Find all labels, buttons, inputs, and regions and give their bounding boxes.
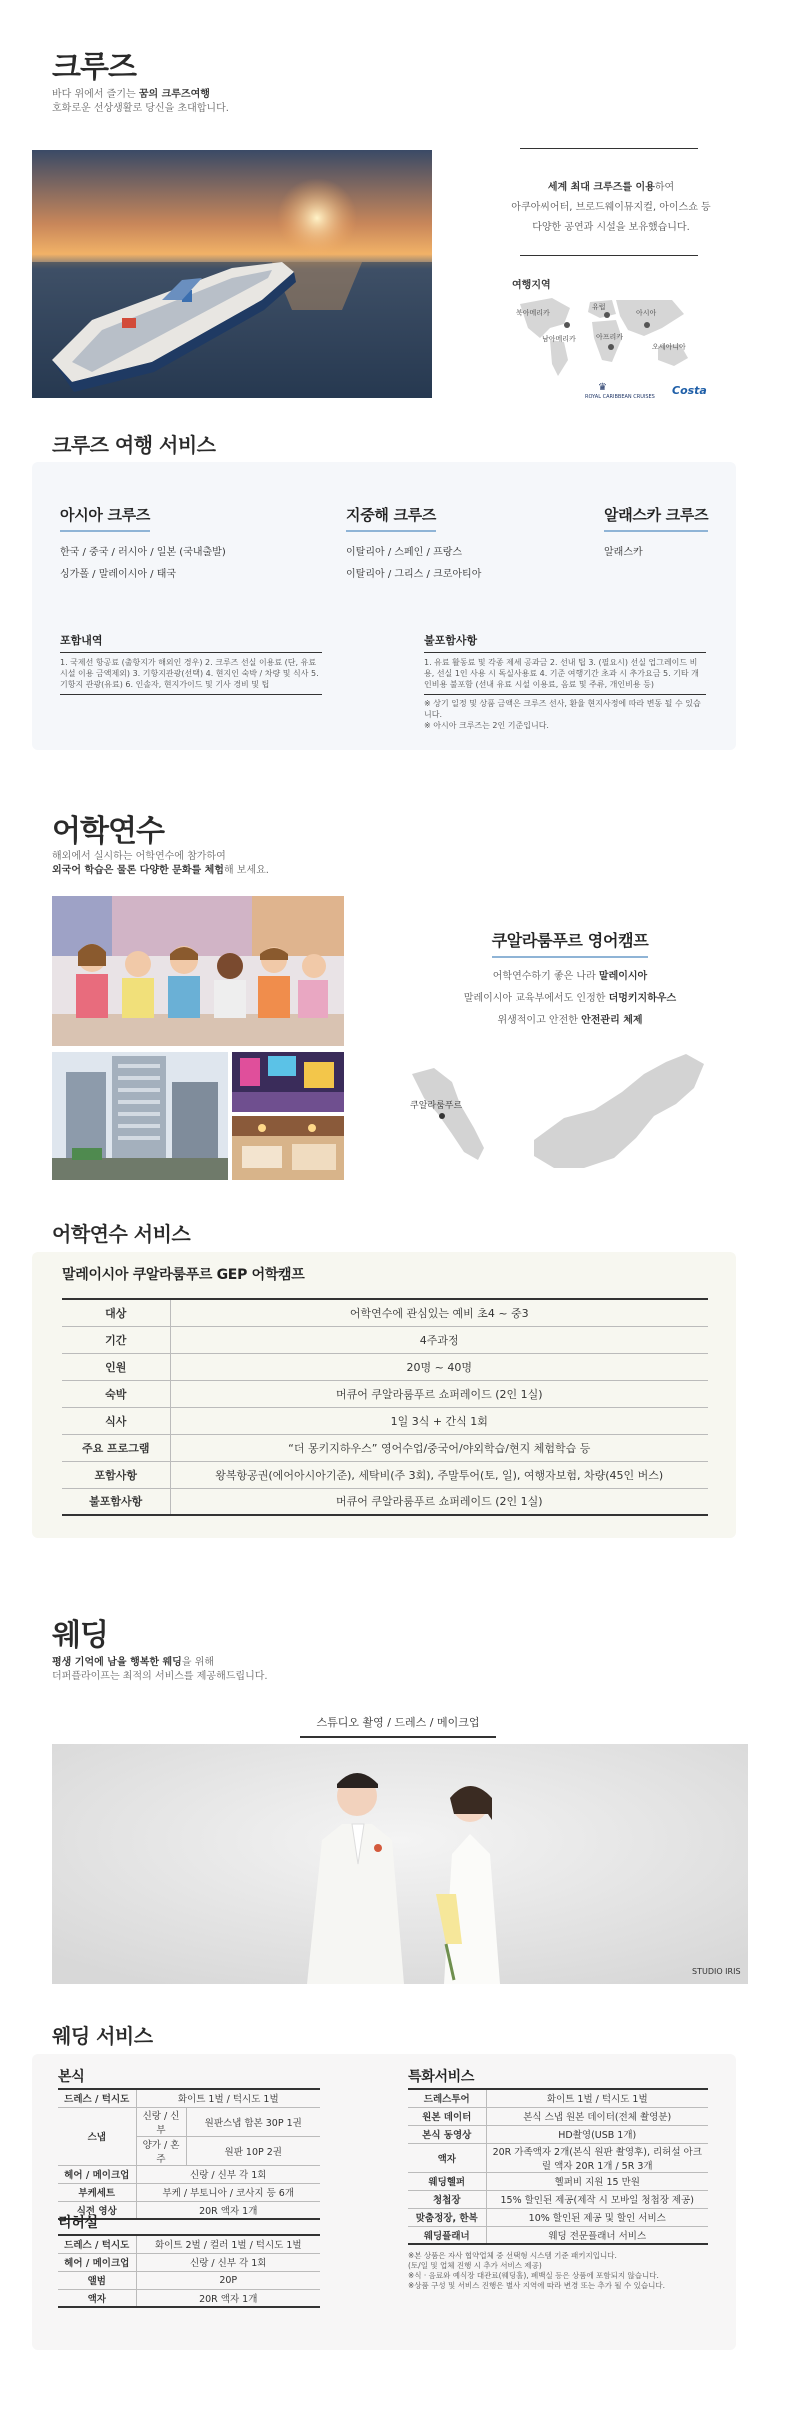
mediterranean-cruise-line: 이탈리아 / 그리스 / 크로아티아 xyxy=(346,569,482,580)
table-row xyxy=(62,1461,708,1488)
excluded-text: 1. 유료 활동료 및 각종 제세 공과금 2. 선내 팁 3. (필요시) 선실 업그레이드 비용, 선실 1인 사용 시 독실사용료 4. 기준 여행기간 초과 시 추가요금 5. 기타 개인비용 불포함 (선내 유료 시설 이용료, 음료 및 주류, 개인비용 등) xyxy=(424,657,706,695)
wedding-notes: ※본 상품은 자사 협약업체 중 선택형 시스템 기준 패키지입니다. (토/일 및 업체 진행 시 추가 서비스 제공) ※식 · 음료와 예식장 대관료(웨딩홀), 폐백실 등은 상품에 포함되지 않습니다. ※상품 구성 및 서비스 진행은 별사 지역에 따라 변경 또는 추가 될 수 있습니다. xyxy=(408,2251,666,2290)
table-cell-label: 대상 xyxy=(62,1299,170,1326)
table-cell-value: 4주과정 xyxy=(170,1326,708,1353)
included-box xyxy=(60,632,322,695)
malaysia-map xyxy=(404,1044,724,1184)
royal-caribbean-logo-text: ROYAL CARIBBEAN CRUISES xyxy=(585,394,655,400)
mediterranean-cruise-title: 지중해 크루즈 xyxy=(346,504,436,532)
table-cell-value: 1일 3식 + 간식 1회 xyxy=(170,1407,708,1434)
table-row: 헤어 / 메이크업 신랑 / 신부 각 1회 xyxy=(58,2165,320,2183)
world-map xyxy=(512,294,697,379)
kids-photo xyxy=(52,896,344,1046)
building-photo xyxy=(52,1052,228,1180)
special-service-table xyxy=(408,2088,708,2291)
special-service-title: 특화서비스 xyxy=(408,2069,475,2085)
table-cell-value: 10% 할인된 제공 및 할인 서비스 xyxy=(486,2208,708,2226)
alaska-cruise-line: 알래스카 xyxy=(604,547,643,558)
alaska-cruise-title: 알래스카 크루즈 xyxy=(604,504,708,532)
table-cell-label: 불포함사항 xyxy=(62,1488,170,1515)
cruise-ship-photo xyxy=(32,150,432,398)
table-row xyxy=(408,2089,708,2107)
asia-cruise-column xyxy=(60,504,226,586)
table-cell-label: 맞춤정장, 한복 xyxy=(408,2208,486,2226)
table-row: 앨범 20P xyxy=(58,2271,320,2289)
wedding-service-title: 웨딩 서비스 xyxy=(52,2024,153,2048)
map-dot xyxy=(604,312,610,318)
map-dot xyxy=(644,322,650,328)
alaska-cruise-column xyxy=(604,504,708,564)
table-row: 양가 / 혼주 원판 10P 2권 xyxy=(58,2136,320,2165)
included-text: 1. 국제선 항공료 (출항지가 해외인 경우) 2. 크루즈 선실 이용료 (단, 유료시설 이용 금액제외) 3. 기항지관광(선택) 4. 현지인 숙박 / 차량 및 식사 5. 기항지 관광(유료) 6. 인솔자, 현지가이드 및 기사 경비 및 팁 xyxy=(60,657,322,695)
wedding-tabs-label: 스튜디오 촬영 / 드레스 / 메이크업 xyxy=(300,1714,496,1738)
table-row: 스냅 신랑 / 신부 원판스냅 합본 30P 1권 xyxy=(58,2107,320,2136)
table-cell-value: 어학연수에 관심있는 예비 초4 ~ 중3 xyxy=(170,1299,708,1326)
map-dot xyxy=(608,344,614,350)
excluded-title: 불포함사항 xyxy=(424,632,706,653)
table-row: 부케세트 부케 / 부토니아 / 코사지 등 6개 xyxy=(58,2183,320,2201)
table-cell-label: 인원 xyxy=(62,1353,170,1380)
wedding-couple-photo xyxy=(52,1744,748,1984)
table-cell-value: 20명 ~ 40명 xyxy=(170,1353,708,1380)
restaurant-photo xyxy=(232,1116,344,1180)
table-row xyxy=(62,1299,708,1326)
map-dot xyxy=(564,322,570,328)
cruise-title: 크루즈 xyxy=(52,50,136,85)
mediterranean-cruise-column xyxy=(346,504,481,586)
table-row xyxy=(62,1434,708,1461)
table-row xyxy=(408,2172,708,2190)
table-row xyxy=(408,2125,708,2143)
study-table-title: 말레이시아 쿠알라룸푸르 GEP 어학캠프 xyxy=(62,1267,305,1283)
table-cell-value: 웨딩 전문플래너 서비스 xyxy=(486,2226,708,2244)
table-cell-label: 청첩장 xyxy=(408,2190,486,2208)
table-row xyxy=(62,1407,708,1434)
table-cell-value: 헬퍼비 지원 15 만원 xyxy=(486,2172,708,2190)
royal-caribbean-logo-icon: ♛ xyxy=(598,382,607,393)
table-cell-value: 20R 가족액자 2개(본식 원판 촬영후), 리허설 아크릴 액자 20R 1개 / 5R 3개 xyxy=(486,2143,708,2172)
cruise-subtitle: 바다 위에서 즐기는 꿈의 크루즈여행 호화로운 선상생활로 당신을 초대합니다. xyxy=(52,89,229,114)
table-cell-label: 웨딩플래너 xyxy=(408,2226,486,2244)
included-title: 포함내역 xyxy=(60,632,322,653)
table-cell-value: 화이트 1벌 / 턱시도 1벌 xyxy=(486,2089,708,2107)
asia-cruise-line: 싱가폴 / 말레이시아 / 태국 xyxy=(60,569,177,580)
table-row xyxy=(62,1326,708,1353)
table-cell-label: 주요 프로그램 xyxy=(62,1434,170,1461)
camp-line: 위생적이고 안전한 안전관리 체제 xyxy=(497,1015,643,1026)
table-row: 드레스 / 턱시도 화이트 2벌 / 컬러 1벌 / 턱시도 1벌 xyxy=(58,2235,320,2253)
kuala-lumpur-pin-label: 쿠알라룸푸르 xyxy=(410,1101,463,1111)
camp-info xyxy=(420,928,720,1032)
table-cell-value: 머큐어 쿠알라룸푸르 쇼퍼레이드 (2인 1실) xyxy=(170,1488,708,1515)
table-cell-label: 본식 동영상 xyxy=(408,2125,486,2143)
table-row xyxy=(408,2226,708,2244)
table-cell-label: 식사 xyxy=(62,1407,170,1434)
study-service-title: 어학연수 서비스 xyxy=(52,1222,191,1246)
table-row: 액자 20R 액자 1개 xyxy=(58,2289,320,2307)
map-label-north-america: 북아메리카 xyxy=(516,309,550,317)
table-cell-label: 숙박 xyxy=(62,1380,170,1407)
table-row: 드레스 / 턱시도 화이트 1벌 / 턱시도 1벌 xyxy=(58,2089,320,2107)
table-row xyxy=(408,2208,708,2226)
table-row: 헤어 / 메이크업 신랑 / 신부 각 1회 xyxy=(58,2253,320,2271)
map-label-africa: 아프리카 xyxy=(596,333,624,341)
table-row xyxy=(62,1488,708,1515)
wedding-title: 웨딩 xyxy=(52,1618,108,1653)
table-cell-value: “더 몽키지하우스” 영어수업/중국어/야외학습/현지 체험학습 등 xyxy=(170,1434,708,1461)
table-cell-value: HD촬영(USB 1개) xyxy=(486,2125,708,2143)
cruise-note: ※ 아시아 크루즈는 2인 기준입니다. xyxy=(424,721,549,730)
map-label-south-america: 남아메리카 xyxy=(542,335,576,343)
table-row xyxy=(408,2107,708,2125)
table-cell-value: 머큐어 쿠알라룸푸르 쇼퍼레이드 (2인 1실) xyxy=(170,1380,708,1407)
cruise-info-text: 세계 최대 크루즈를 이용하여 아쿠아씨어터, 브로드웨이뮤지컬, 아이스쇼 등 다양한 공연과 시설을 보유했습니다. xyxy=(511,182,711,233)
table-row xyxy=(408,2143,708,2172)
table-row xyxy=(62,1353,708,1380)
map-label-oceania: 오세아니아 xyxy=(652,343,686,351)
cruise-info-rule-top xyxy=(520,148,698,149)
mediterranean-cruise-line: 이탈리아 / 스페인 / 프랑스 xyxy=(346,547,463,558)
rehearsal-table xyxy=(58,2234,320,2308)
table-row: 식전 영상 20R 액자 1개 xyxy=(58,2201,320,2219)
main-ceremony-title: 본식 xyxy=(58,2069,85,2085)
camp-title: 쿠알라룸푸르 영어캠프 xyxy=(492,928,649,958)
wedding-subtitle: 평생 기억에 남을 행복한 웨딩을 위해 더퍼플라이프는 최적의 서비스를 제공해드립니다. xyxy=(52,1657,268,1682)
table-cell-label: 포함사항 xyxy=(62,1461,170,1488)
table-cell-value: 본식 스냅 원본 데이터(전체 촬영분) xyxy=(486,2107,708,2125)
table-row xyxy=(408,2190,708,2208)
table-cell-label: 웨딩헬퍼 xyxy=(408,2172,486,2190)
study-table xyxy=(62,1298,708,1516)
svg-text:STUDIO IRIS: STUDIO IRIS xyxy=(692,1967,741,1976)
table-cell-value: 왕복항공권(에어아시아기준), 세탁비(주 3회), 주말투어(토, 일), 여행자보험, 차량(45인 버스) xyxy=(170,1461,708,1488)
asia-cruise-title: 아시아 크루즈 xyxy=(60,504,150,532)
cruise-note: ※ 상기 일정 및 상품 금액은 크루즈 선사, 환율 현지사정에 따라 변동 될 수 있습니다. xyxy=(424,699,701,719)
asia-cruise-line: 한국 / 중국 / 러시아 / 일본 (국내출발) xyxy=(60,547,226,558)
table-cell-label: 드레스투어 xyxy=(408,2089,486,2107)
map-label-europe: 유럽 xyxy=(592,303,606,311)
map-label-asia: 아시아 xyxy=(636,309,657,317)
main-ceremony-table xyxy=(58,2088,320,2220)
table-cell-label: 액자 xyxy=(408,2143,486,2172)
table-row xyxy=(62,1380,708,1407)
study-subtitle: 해외에서 실시하는 어학연수에 참가하여 외국어 학습은 물론 다양한 문화를 체험해 보세요. xyxy=(52,851,269,876)
cruise-info-rule-bottom xyxy=(520,255,698,256)
camp-line: 어학연수하기 좋은 나라 말레이시아 xyxy=(492,971,648,982)
table-cell-label: 원본 데이터 xyxy=(408,2107,486,2125)
table-cell-value: 15% 할인된 제공(제작 시 모바일 청첩장 제공) xyxy=(486,2190,708,2208)
camp-line: 말레이시아 교육부에서도 인정한 더멍키지하우스 xyxy=(463,993,677,1004)
region-title: 여행지역 xyxy=(512,280,551,291)
rehearsal-title: 리허설 xyxy=(58,2215,98,2231)
study-title: 어학연수 xyxy=(52,814,164,849)
excluded-box xyxy=(424,632,706,731)
costa-logo: Costa xyxy=(672,384,707,397)
cruise-service-title: 크루즈 여행 서비스 xyxy=(52,433,216,457)
night-street-photo xyxy=(232,1052,344,1112)
table-cell-label: 기간 xyxy=(62,1326,170,1353)
